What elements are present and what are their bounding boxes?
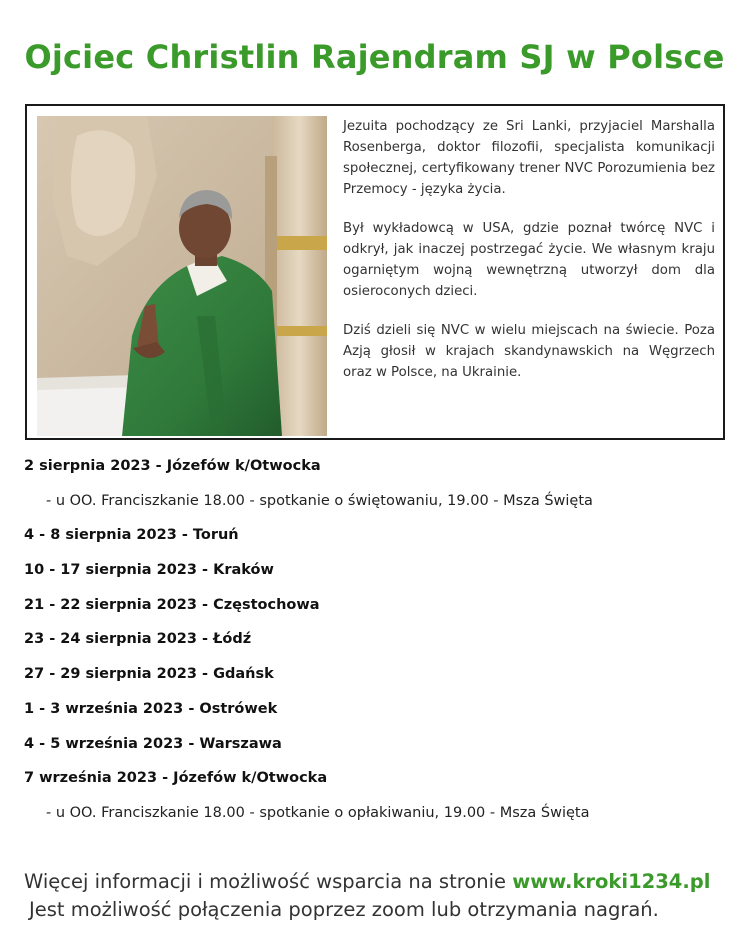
priest-photo-image bbox=[37, 116, 327, 436]
website-link[interactable]: www.kroki1234.pl bbox=[512, 870, 711, 893]
footer bbox=[24, 868, 734, 924]
schedule-list bbox=[24, 456, 724, 838]
schedule-item: 1 - 3 września 2023 - Ostrówek bbox=[24, 700, 278, 717]
bio-box bbox=[25, 104, 725, 440]
schedule-item: 23 - 24 sierpnia 2023 - Łódź bbox=[24, 631, 252, 648]
schedule-item: 27 - 29 sierpnia 2023 - Gdańsk bbox=[24, 666, 274, 683]
priest-photo bbox=[37, 116, 327, 436]
footer-line-1 bbox=[24, 868, 734, 896]
schedule-item-detail: - u OO. Franciszkanie 18.00 - spotkanie o świętowaniu, 19.00 - Msza Święta bbox=[46, 492, 593, 509]
schedule-item: 10 - 17 sierpnia 2023 - Kraków bbox=[24, 562, 274, 579]
schedule-item: 2 sierpnia 2023 - Józefów k/Otwocka bbox=[24, 458, 321, 474]
schedule-item: 7 września 2023 - Józefów k/Otwocka bbox=[24, 770, 328, 787]
schedule-item: 21 - 22 sierpnia 2023 - Częstochowa bbox=[24, 596, 320, 613]
footer-info-text: Więcej informacji i możliwość wsparcia na stronie bbox=[24, 870, 513, 893]
schedule-item: 4 - 5 września 2023 - Warszawa bbox=[24, 735, 282, 752]
footer-line-2: Jest możliwość połączenia poprzez zoom lub otrzymania nagrań. bbox=[29, 898, 659, 921]
bio-paragraph-2: Był wykładowcą w USA, gdzie poznał twórcę NVC i odkrył, jak inaczej postrzegać życie. We własnym kraju ogarniętym wojną wewnętrzną utworzył dom dla osieroconych dzieci. bbox=[343, 221, 715, 299]
bio-paragraph-1: Jezuita pochodzący ze Sri Lanki, przyjaciel Marshalla Rosenberga, doktor filozofii, specjalista komunikacji społecznej, certyfikowany trener NVC Porozumienia bez Przemocy - języka życia. bbox=[343, 119, 715, 197]
page-title: Ojciec Christlin Rajendram SJ w Polsce bbox=[24, 38, 725, 76]
schedule-item-detail: - u OO. Franciszkanie 18.00 - spotkanie o opłakiwaniu, 19.00 - Msza Święta bbox=[46, 804, 590, 821]
bio-paragraph-3: Dziś dzieli się NVC w wielu miejscach na świecie. Poza Azją głosił w krajach skandynawskich na Węgrzech oraz w Polsce, na Ukrainie. bbox=[343, 323, 715, 380]
bio-text bbox=[343, 116, 715, 401]
schedule-item: 4 - 8 sierpnia 2023 - Toruń bbox=[24, 527, 239, 544]
